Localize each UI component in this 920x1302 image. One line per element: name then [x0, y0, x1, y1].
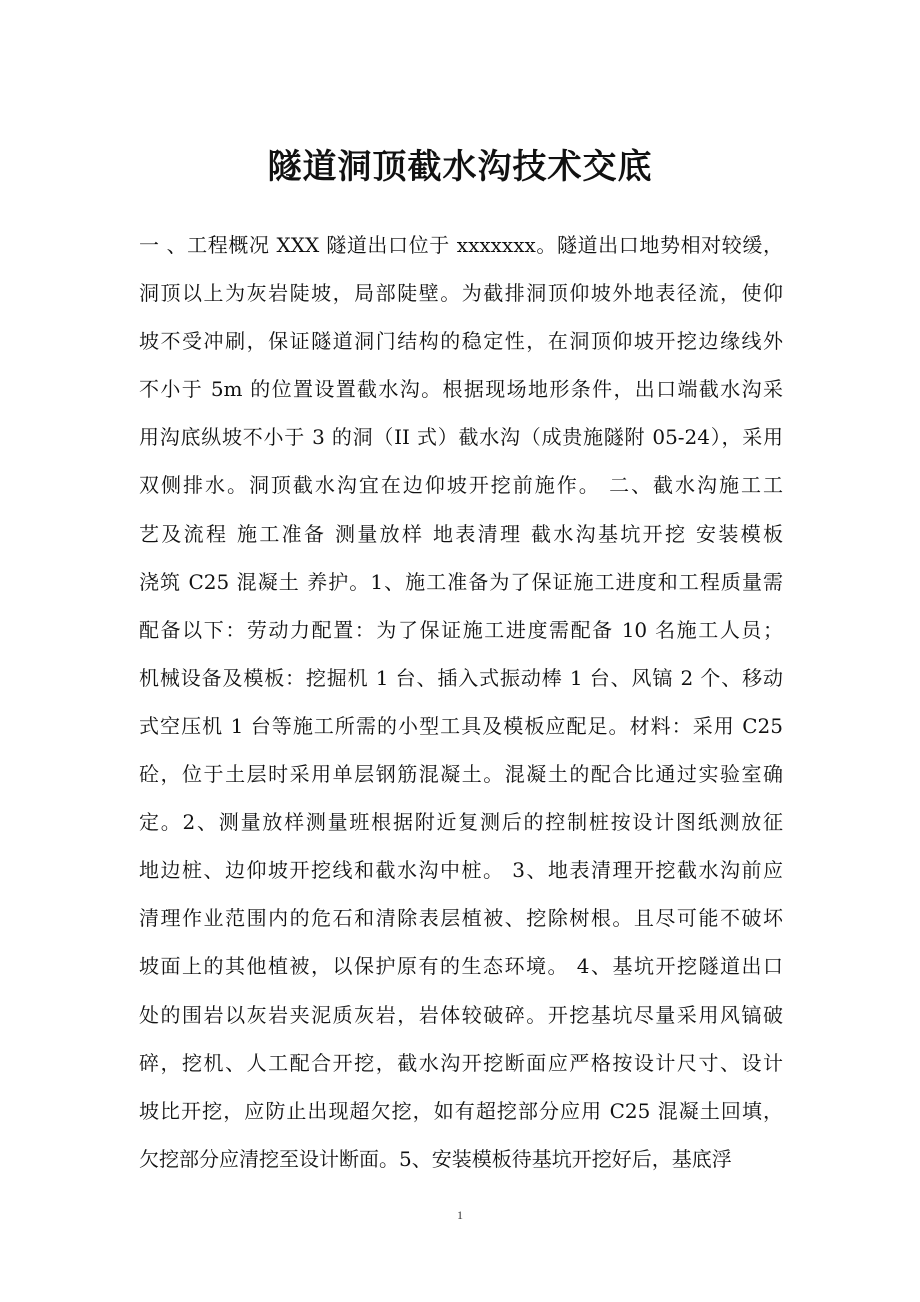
body-line: 用沟底纵坡不小于 3 的洞（II 式）截水沟（成贵施隧附 05-24），采用 — [139, 425, 783, 450]
body-line: 地边桩、边仰坡开挖线和截水沟中桩。 3、地表清理开挖截水沟前应 — [139, 858, 783, 883]
document-body — [139, 221, 783, 1191]
body-line: 双侧排水。洞顶截水沟宜在边仰坡开挖前施作。 二、截水沟施工工 — [139, 473, 783, 498]
body-line: 坡面上的其他植被，以保护原有的生态环境。 4、基坑开挖隧道出口 — [139, 954, 783, 979]
body-line: 清理作业范围内的危石和清除表层植被、挖除树根。且尽可能不破坏 — [139, 906, 783, 931]
body-line: 欠挖部分应清挖至设计断面。5、安装模板待基坑开挖好后，基底浮 — [139, 1146, 732, 1171]
body-line: 砼，位于土层时采用单层钢筋混凝土。混凝土的配合比通过实验室确 — [139, 762, 783, 787]
document-title: 隧道洞顶截水沟技术交底 — [267, 147, 653, 187]
body-line: 一 、工程概况 XXX 隧道出口位于 xxxxxxx。隧道出口地势相对较缓， — [139, 233, 783, 257]
body-line: 配备以下：劳动力配置：为了保证施工进度需配备 10 名施工人员； — [139, 617, 783, 642]
body-line: 机械设备及模板：挖掘机 1 台、插入式振动棒 1 台、风镐 2 个、移动 — [139, 665, 783, 690]
body-line: 式空压机 1 台等施工所需的小型工具及模板应配足。材料：采用 C25 — [139, 713, 783, 738]
body-line: 处的围岩以灰岩夹泥质灰岩，岩体较破碎。开挖基坑尽量采用风镐破 — [139, 1002, 783, 1027]
body-line: 碎，挖机、人工配合开挖，截水沟开挖断面应严格按设计尺寸、设计 — [139, 1050, 783, 1075]
body-line: 定。2、测量放样测量班根据附近复测后的控制桩按设计图纸测放征 — [139, 810, 783, 835]
body-line: 浇筑 C25 混凝土 养护。1、施工准备为了保证施工进度和工程质量需 — [139, 569, 783, 594]
body-line: 坡比开挖，应防止出现超欠挖，如有超挖部分应用 C25 混凝土回填， — [139, 1098, 783, 1123]
body-line: 洞顶以上为灰岩陡坡，局部陡壁。为截排洞顶仰坡外地表径流，使仰 — [139, 281, 783, 306]
body-line: 不小于 5m 的位置设置截水沟。根据现场地形条件，出口端截水沟采 — [139, 377, 783, 402]
body-line: 坡不受冲刷，保证隧道洞门结构的稳定性，在洞顶仰坡开挖边缘线外 — [139, 329, 783, 354]
body-line: 艺及流程 施工准备 测量放样 地表清理 截水沟基坑开挖 安装模板 — [139, 521, 783, 546]
page-number: 1 — [457, 1208, 463, 1222]
